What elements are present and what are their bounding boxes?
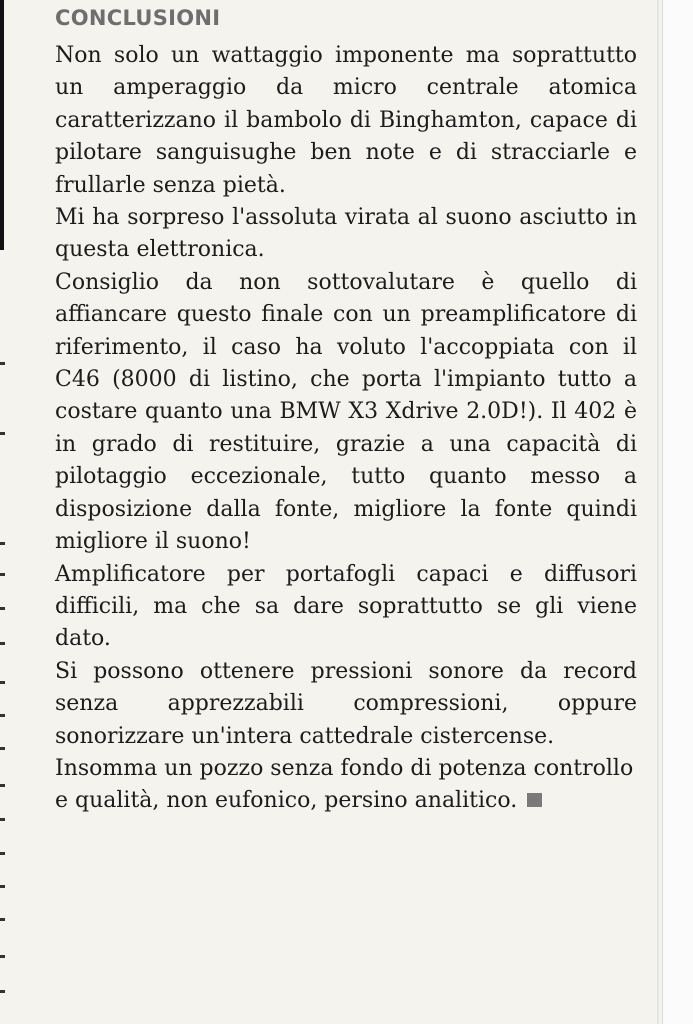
article-body: [55, 40, 637, 818]
left-margin-bar: [0, 0, 4, 250]
right-white-strip: [662, 0, 693, 1024]
paragraph-3: Consiglio da non sottovalutare è quello di affiancare questo finale con un preamplificatore di riferimento, il caso ha voluto l'accoppiata con il C46 (8000 di listino, che porta l'impianto tutto a costare quanto una BMW X3 Xdrive 2.0D!). Il 402 è in grado di restituire, grazie a una capacità di pilotaggio eccezionale, tutto quanto messo a disposizione dalla fonte, migliore la fonte quindi migliore il suono!: [55, 269, 637, 555]
paragraph-5: Si possono ottenere pressioni sonore da record senza apprezzabili compressioni, oppure sonorizzare un'intera cattedrale cistercense.: [55, 658, 637, 749]
end-of-article-square-icon: [527, 793, 542, 807]
paragraph-1: Non solo un wattaggio imponente ma soprattutto un amperaggio da micro centrale atomica caratterizzano il bambolo di Binghamton, capace di pilotare sanguisughe ben note e di stracciarle e frullarle senza pietà.: [55, 43, 637, 198]
page-fold-line: [657, 0, 659, 1024]
paragraph-2: Mi ha sorpreso l'assoluta virata al suono asciutto in questa elettronica.: [55, 205, 637, 263]
section-heading: CONCLUSIONI: [55, 6, 221, 30]
paragraph-6-text: Insomma un pozzo senza fondo di potenza controllo e qualità, non eufonico, persino analitico.: [55, 755, 634, 814]
paragraph-6: [55, 753, 637, 818]
paragraph-4: Amplificatore per portafogli capaci e diffusori difficili, ma che sa dare soprattutto se gli viene dato.: [55, 561, 637, 652]
